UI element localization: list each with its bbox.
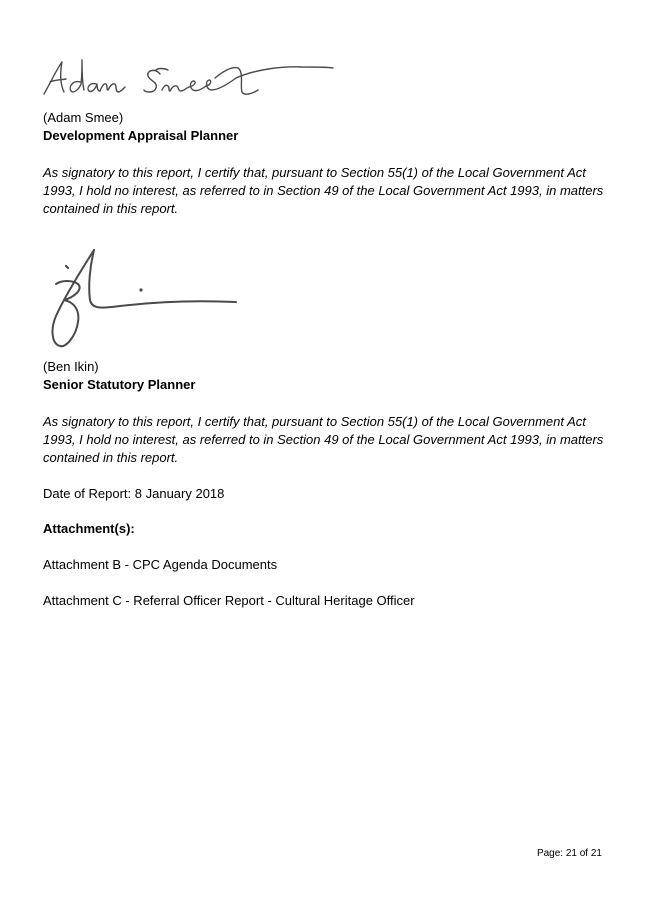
page-number: Page: 21 of 21 <box>536 848 602 859</box>
signatory-2-name: (Ben Ikin) <box>43 359 99 374</box>
signatory-1-name: (Adam Smee) <box>43 110 124 125</box>
signatory-2-title: Senior Statutory Planner <box>43 377 196 392</box>
signatory-2-certification: As signatory to this report, I certify that, pursuant to Section 55(1) of the Local Government Act 1993, I hold no interest, as referred to in Section 49 of the Local Government Act 1993, in matters contained in this report. <box>43 414 604 465</box>
attachment-item: Attachment C - Referral Officer Report - Cultural Heritage Officer <box>43 593 415 608</box>
report-date: Date of Report: 8 January 2018 <box>43 486 225 501</box>
attachment-item: Attachment B - CPC Agenda Documents <box>43 557 278 572</box>
signatory-1-certification: As signatory to this report, I certify that, pursuant to Section 55(1) of the Local Government Act 1993, I hold no interest, as referred to in Section 49 of the Local Government Act 1993, in matters contained in this report. <box>43 165 604 216</box>
attachments-heading: Attachment(s): <box>43 521 135 536</box>
signature-adam-smee <box>40 56 340 106</box>
signatory-1-title: Development Appraisal Planner <box>43 128 239 143</box>
handwritten-signature-2 <box>44 246 244 356</box>
handwritten-signature-1 <box>40 56 340 106</box>
signature-ben-ikin <box>44 246 244 356</box>
